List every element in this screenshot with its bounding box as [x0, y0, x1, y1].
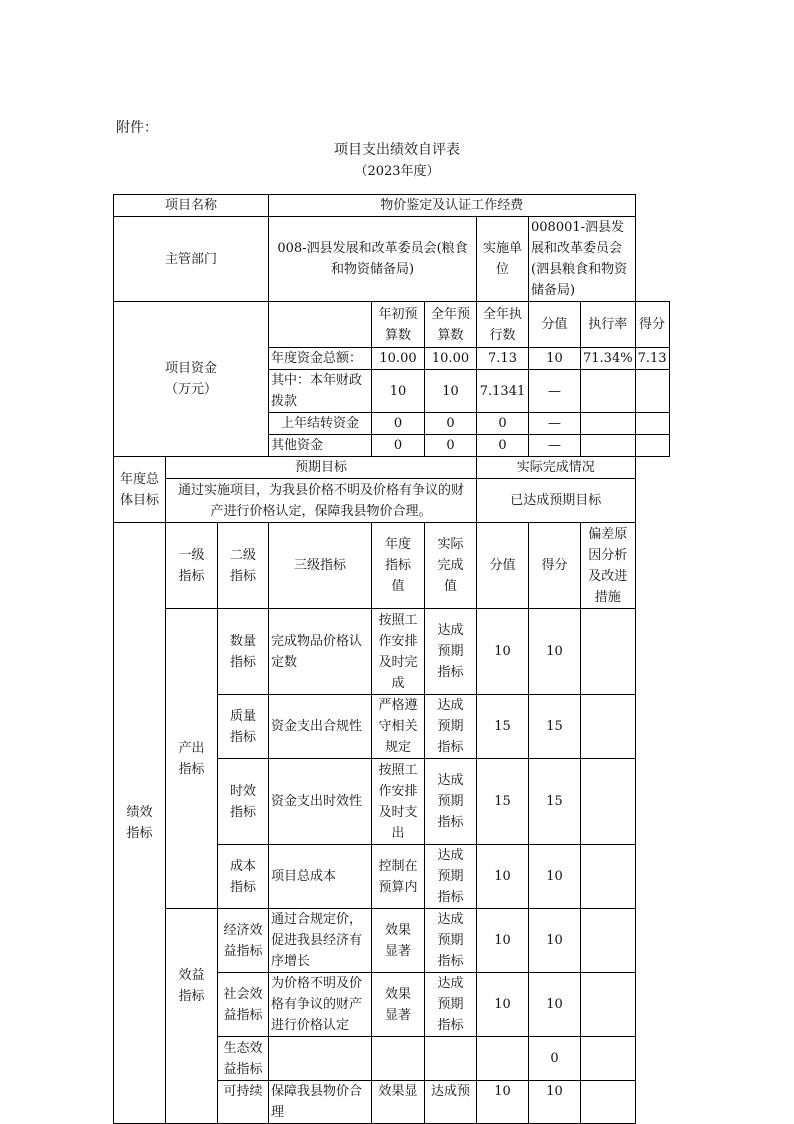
level3-indicator: 通过合规定价，促进我县经济有序增长 [269, 909, 372, 973]
score-value: 10 [477, 609, 529, 695]
level3-indicator [269, 1037, 372, 1081]
funds-cell: 71.34% [581, 348, 636, 370]
score-got: 10 [529, 845, 581, 909]
funds-cell: 0 [425, 413, 477, 435]
expected-goal-text: 通过实施项目，为我县价格不明及价格有争议的财产进行价格认定，保障我县物价合理。 [166, 479, 477, 523]
funds-cell: 7.13 [635, 348, 669, 370]
score-got: 10 [529, 609, 581, 695]
perf-header: 一级指标 [166, 523, 218, 609]
attachment-label: 附件： [116, 120, 158, 136]
level2-indicator: 成本指标 [218, 845, 269, 909]
funds-cell: 0 [372, 413, 425, 435]
perf-header: 年度指标值 [372, 523, 425, 609]
funds-cell [635, 370, 669, 413]
annual-target: 按照工作安排及时支出 [372, 759, 425, 845]
funds-cell [581, 370, 636, 413]
level2-indicator: 社会效益指标 [218, 973, 269, 1037]
score-value: 15 [477, 695, 529, 759]
deviation-note [581, 609, 636, 695]
funds-header: 全年执行数 [477, 302, 529, 348]
funds-header: 分值 [529, 302, 581, 348]
annual-target: 效果显著 [372, 973, 425, 1037]
level2-indicator: 可持续 [218, 1081, 269, 1124]
deviation-note [581, 973, 636, 1037]
implementing-unit-label: 实施单位 [477, 217, 529, 302]
score-got: 10 [529, 909, 581, 973]
page-title: 项目支出绩效自评表 [334, 142, 460, 158]
deviation-note [581, 909, 636, 973]
deviation-note [581, 1037, 636, 1081]
perf-header: 偏差原因分析及改进措施 [581, 523, 636, 609]
annual-target: 效果显著 [372, 909, 425, 973]
funds-cell: — [529, 435, 581, 457]
funds-cell: 10 [425, 370, 477, 413]
expected-goal-header: 预期目标 [166, 457, 477, 479]
implementing-unit-value: 008001-泗县发展和改革委员会(泗县粮食和物资储备局) [529, 217, 636, 302]
score-value: 10 [477, 909, 529, 973]
actual-completion-text: 已达成预期目标 [477, 479, 636, 523]
funds-cell: 0 [477, 413, 529, 435]
annual-target [372, 1037, 425, 1081]
project-name-value: 物价鉴定及认证工作经费 [269, 195, 636, 217]
level1-indicator: 效益指标 [166, 909, 218, 1124]
annual-target: 按照工作安排及时完成 [372, 609, 425, 695]
funds-row-label: 其中：本年财政拨款 [269, 370, 372, 413]
funds-cell: 0 [477, 435, 529, 457]
funds-cell: 10.00 [372, 348, 425, 370]
funds-cell: 7.13 [477, 348, 529, 370]
deviation-note [581, 695, 636, 759]
score-value: 10 [477, 1081, 529, 1124]
funds-cell: 10 [372, 370, 425, 413]
funds-row-label: 其他资金 [269, 435, 372, 457]
project-name-label: 项目名称 [114, 195, 269, 217]
funds-header: 全年预算数 [425, 302, 477, 348]
level3-indicator: 完成物品价格认定数 [269, 609, 372, 695]
actual-value: 达成预期指标 [425, 845, 477, 909]
level3-indicator: 资金支出时效性 [269, 759, 372, 845]
score-got: 15 [529, 759, 581, 845]
annual-target: 严格遵守相关规定 [372, 695, 425, 759]
self-evaluation-table [113, 194, 670, 1124]
annual-target: 效果显 [372, 1081, 425, 1124]
level2-indicator: 生态效益指标 [218, 1037, 269, 1081]
actual-value: 达成预期指标 [425, 759, 477, 845]
level2-indicator: 经济效益指标 [218, 909, 269, 973]
actual-value: 达成预期指标 [425, 609, 477, 695]
level3-indicator: 资金支出合规性 [269, 695, 372, 759]
funds-label: 项目资金（万元） [114, 302, 269, 457]
funds-cell: 7.1341 [477, 370, 529, 413]
report-year: （2023年度） [354, 164, 440, 179]
perf-header: 二级指标 [218, 523, 269, 609]
deviation-note [581, 1081, 636, 1124]
annual-goal-label: 年度总体目标 [114, 457, 166, 523]
funds-header: 得分 [635, 302, 669, 348]
score-value: 15 [477, 759, 529, 845]
funds-cell: 10.00 [425, 348, 477, 370]
level2-indicator: 质量指标 [218, 695, 269, 759]
funds-cell [581, 435, 636, 457]
level3-indicator: 为价格不明及价格有争议的财产进行价格认定 [269, 973, 372, 1037]
actual-value: 达成预期指标 [425, 973, 477, 1037]
score-got: 10 [529, 973, 581, 1037]
score-got: 10 [529, 1081, 581, 1124]
deviation-note [581, 759, 636, 845]
score-value: 10 [477, 845, 529, 909]
actual-value: 达成预 [425, 1081, 477, 1124]
funds-cell [581, 413, 636, 435]
funds-header-blank [269, 302, 372, 348]
funds-cell: — [529, 370, 581, 413]
level2-indicator: 时效指标 [218, 759, 269, 845]
actual-value [425, 1037, 477, 1081]
score-got: 0 [529, 1037, 581, 1081]
funds-cell: 0 [372, 435, 425, 457]
funds-header: 执行率 [581, 302, 636, 348]
level3-indicator: 保障我县物价合理 [269, 1081, 372, 1124]
actual-completion-header: 实际完成情况 [477, 457, 636, 479]
level3-indicator: 项目总成本 [269, 845, 372, 909]
perf-header: 得分 [529, 523, 581, 609]
department-value: 008-泗县发展和改革委员会(粮食和物资储备局) [269, 217, 477, 302]
level2-indicator: 数量指标 [218, 609, 269, 695]
score-value [477, 1037, 529, 1081]
funds-cell [635, 435, 669, 457]
funds-header: 年初预算数 [372, 302, 425, 348]
actual-value: 达成预期指标 [425, 695, 477, 759]
funds-cell [635, 413, 669, 435]
department-label: 主管部门 [114, 217, 269, 302]
funds-row-label: 上年结转资金 [269, 413, 372, 435]
level1-indicator: 产出指标 [166, 609, 218, 909]
score-value: 10 [477, 973, 529, 1037]
actual-value: 达成预期指标 [425, 909, 477, 973]
funds-cell: 10 [529, 348, 581, 370]
performance-label: 绩效指标 [114, 523, 166, 1124]
score-got: 15 [529, 695, 581, 759]
perf-header: 实际完成值 [425, 523, 477, 609]
funds-cell: — [529, 413, 581, 435]
perf-header: 三级指标 [269, 523, 372, 609]
funds-row-label: 年度资金总额： [269, 348, 372, 370]
funds-cell: 0 [425, 435, 477, 457]
perf-header: 分值 [477, 523, 529, 609]
deviation-note [581, 845, 636, 909]
annual-target: 控制在预算内 [372, 845, 425, 909]
